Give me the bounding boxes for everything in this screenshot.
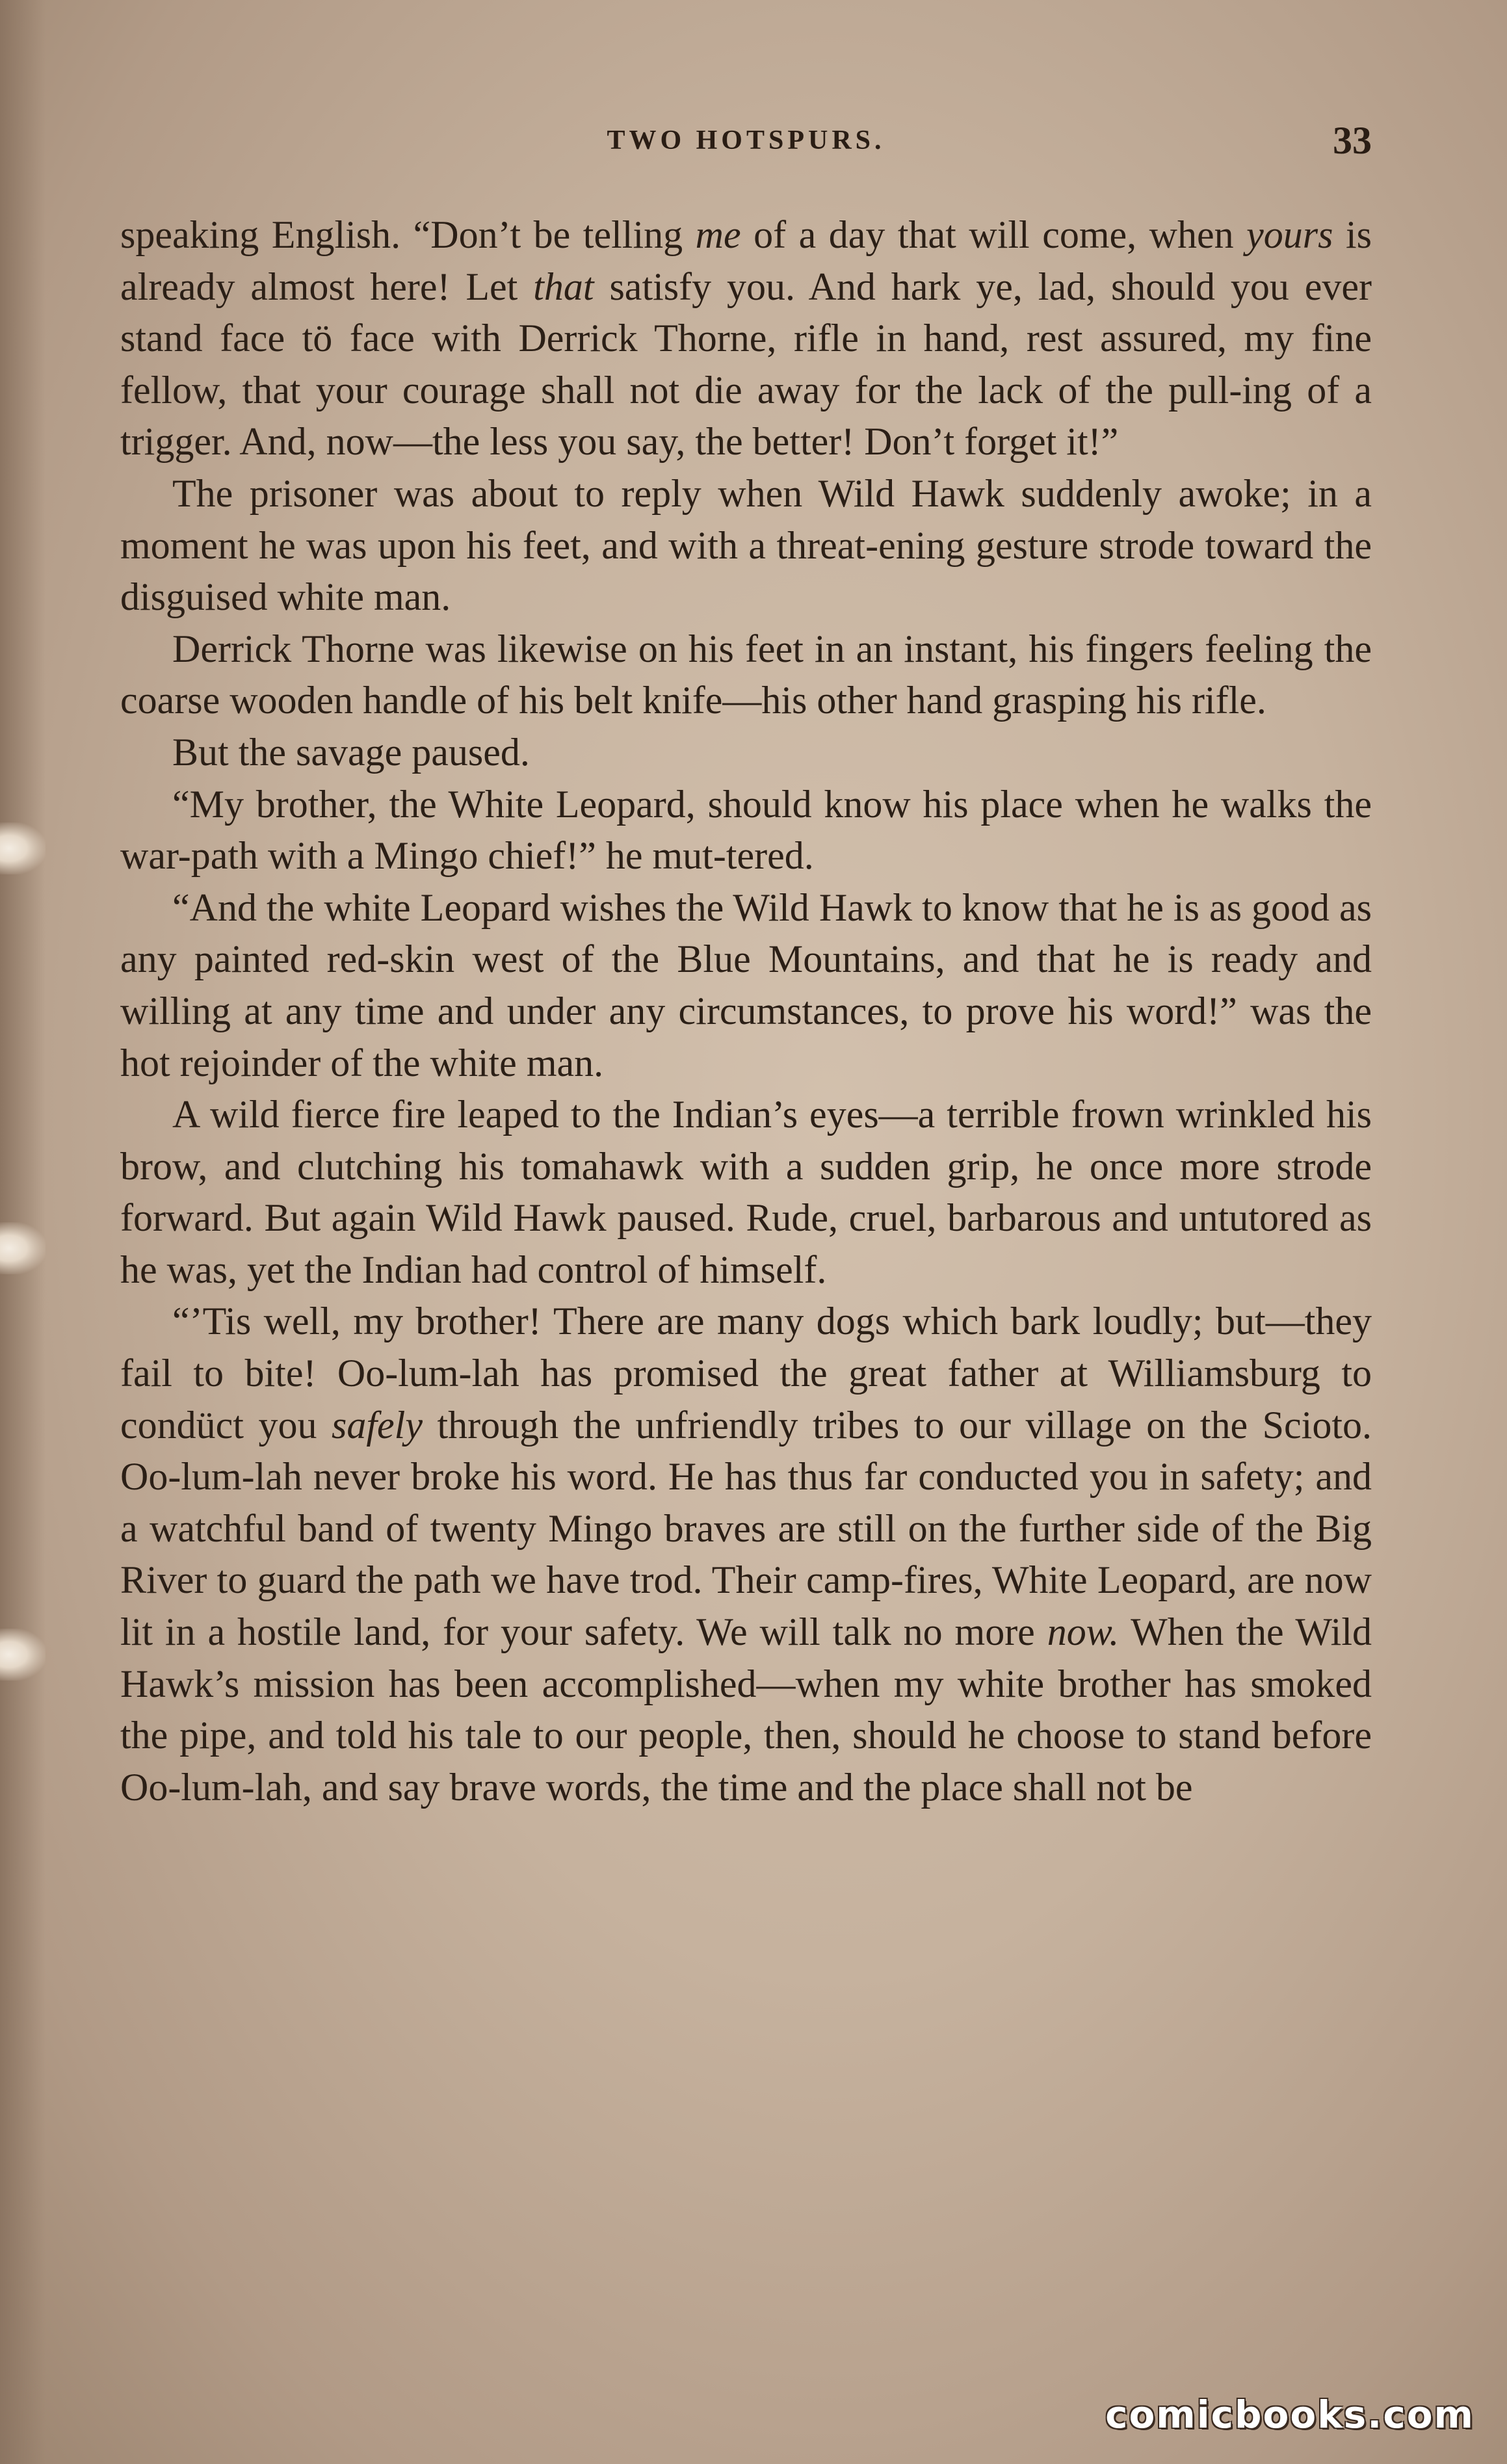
text-run: “’Tis well, my brother! There are many dogs which bark loudly; but—they fail to bite! Oo-lum-lah has promised the great father at Williamsburg to condüct you — [120, 1300, 1372, 1447]
paragraph-p7 — [120, 1089, 1372, 1296]
italic-text: now. — [1047, 1610, 1120, 1654]
page-number: 33 — [1333, 119, 1372, 162]
text-run: When the Wild Hawk’s mission has been accomplished—when my white brother has smoked the pipe, and told his tale to our people, then, should he choose to stand before Oo-lum-lah, and say brave words, the time and the place shall not be — [120, 1610, 1372, 1809]
paragraph-p4 — [120, 727, 1372, 779]
body-text — [120, 209, 1372, 1813]
binding-hole — [0, 1222, 46, 1274]
text-run: The prisoner was about to reply when Wild Hawk suddenly awoke; in a moment he was upon his feet, and with a threat-ening gesture strode toward the disguised white man. — [120, 471, 1372, 619]
text-run: A wild fierce fire leaped to the Indian’s eyes—a terrible frown wrinkled his brow, and clutching his tomahawk with a sudden grip, he once more strode forward. But again Wild Hawk paused. Rude, cruel, barbarous and untutored as he was, yet the Indian had control of himself. — [120, 1093, 1372, 1291]
page-header — [120, 118, 1372, 164]
paragraph-p5 — [120, 779, 1372, 882]
text-run: of a day that will come, when — [740, 213, 1247, 256]
text-run: “My brother, the White Leopard, should know his place when he walks the war-path with a Mingo chief!” he mut-tered. — [120, 782, 1372, 878]
paragraph-p1 — [120, 209, 1372, 468]
italic-text: safely — [332, 1403, 423, 1447]
running-head: TWO HOTSPURS. — [607, 125, 885, 155]
text-run: through the unfriendly tribes to our village on the Scioto. Oo-lum-lah never broke his word. He has thus far conducted you in safety; and a watchful band of twenty Mingo braves are still on the further side of the Big River to guard the path we have trod. Their camp-fires, White Leopard, are now lit in a hostile land, for your safety. We will talk no more — [120, 1403, 1372, 1654]
italic-text: yours — [1246, 213, 1333, 256]
text-run: speaking English. “Don’t be telling — [120, 213, 696, 256]
binding-hole — [0, 1629, 46, 1681]
text-run: Derrick Thorne was likewise on his feet in an instant, his fingers feeling the coarse wooden handle of his belt knife—his other hand grasping his rifle. — [120, 627, 1372, 722]
paragraph-p3 — [120, 623, 1372, 727]
paragraph-p2 — [120, 468, 1372, 623]
paragraph-p6 — [120, 882, 1372, 1089]
italic-text: that — [533, 265, 594, 308]
text-run: “And the white Leopard wishes the Wild Hawk to know that he is as good as any painted red-skin west of the Blue Mountains, and that he is ready and willing at any time and under any circumstances, to prove his word!” was the hot rejoinder of the white man. — [120, 885, 1372, 1084]
watermark: comicbooks.com — [1105, 2392, 1474, 2437]
italic-text: me — [695, 213, 741, 256]
binding-hole — [0, 822, 46, 874]
text-run: But the savage paused. — [172, 730, 530, 774]
text-run: satisfy you. And hark ye, lad, should you ever stand face tö face with Derrick Thorne, rifle in hand, rest assured, my fine fellow, that your courage shall not die away for the lack of the pull-ing of a trigger. And, now—the less you say, the better! Don’t forget it!” — [120, 265, 1372, 464]
text-run: is already almost here! Let — [120, 213, 1372, 308]
paragraph-p8 — [120, 1296, 1372, 1813]
